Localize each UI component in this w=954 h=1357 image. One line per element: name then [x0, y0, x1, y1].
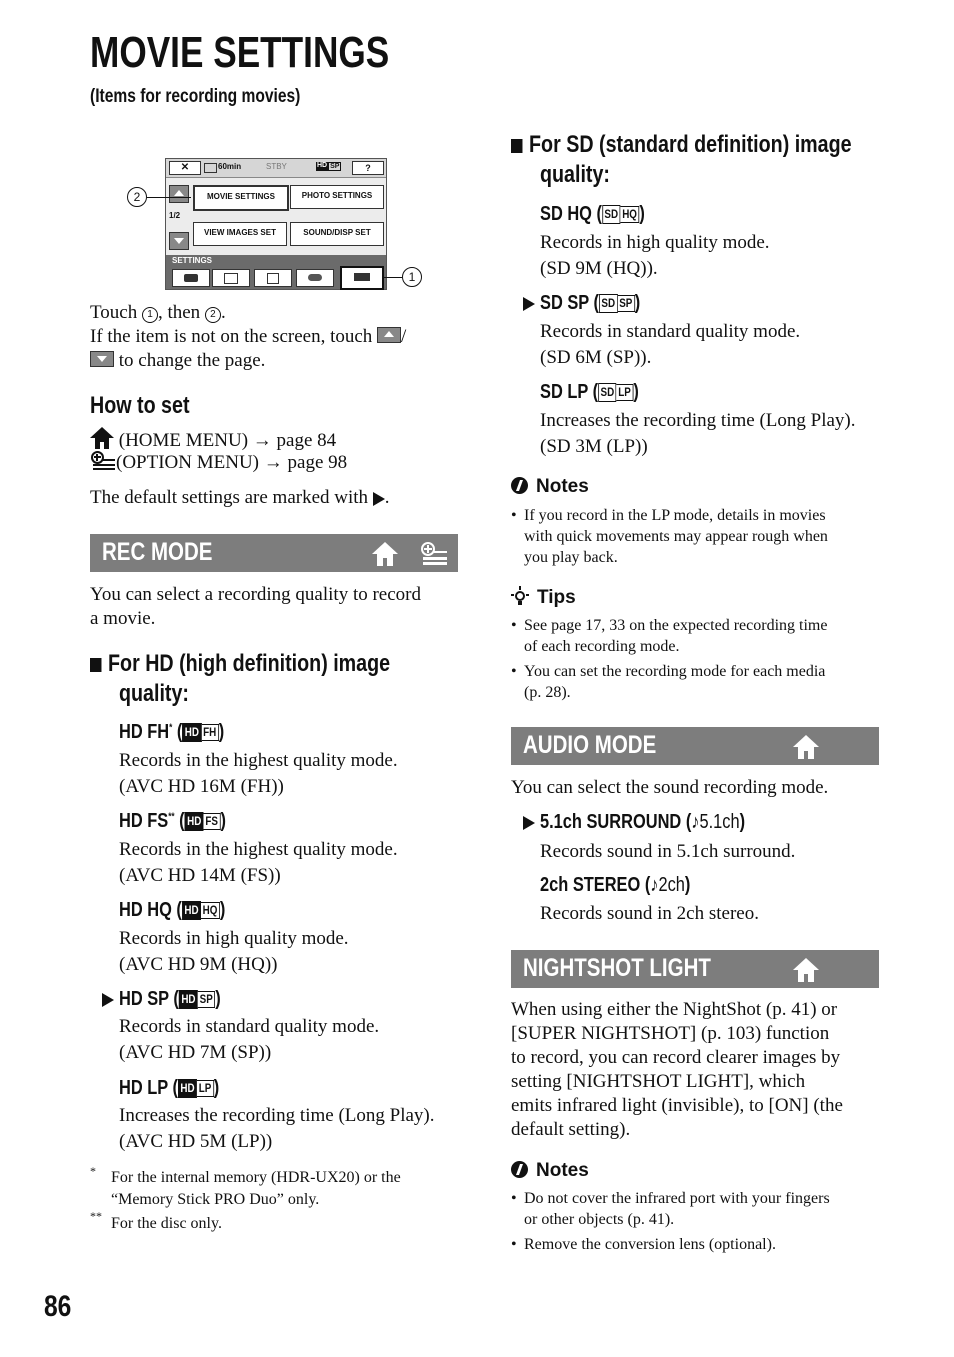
- hd-item-fh: HD FH* ( HD FH ): [119, 721, 225, 743]
- inline-callout-1: 1: [142, 307, 158, 323]
- sd-item-lp: SD LP ( SD LP ): [540, 381, 639, 403]
- how-to-set-heading: How to set: [90, 392, 190, 419]
- default-marker-icon: [523, 816, 535, 830]
- battery-label: 60min: [218, 162, 242, 171]
- hd-sp-desc-1: Records in standard quality mode.: [119, 1016, 380, 1037]
- audio-stereo: 2ch STEREO (♪2ch): [540, 874, 691, 896]
- notes2-line-1: Do not cover the infrared port with your fingers: [524, 1190, 830, 1207]
- notes-icon: [511, 1161, 528, 1178]
- quality-left: HD: [317, 162, 328, 169]
- audio-intro: You can select the sound recording mode.: [511, 777, 829, 798]
- notes2-bullet-1: •: [511, 1190, 517, 1207]
- touch-instruction: Touch 1 , then 2 .: [90, 302, 226, 323]
- default-marker-icon: [523, 297, 535, 311]
- hd-item-lp: HD LP ( HD LP ): [119, 1077, 220, 1099]
- hd-item-fs: HD FS** ( HD FS ): [119, 810, 226, 832]
- night-p3: to record, you can record clearer images by: [511, 1047, 841, 1068]
- surround-icon: ♪5.1ch: [691, 811, 740, 833]
- option-menu-icon: [90, 451, 116, 471]
- hd-lp-desc-1: Increases the recording time (Long Play).: [119, 1105, 435, 1126]
- battery-icon: [204, 163, 217, 173]
- home-icon: [793, 735, 819, 759]
- night-p1: When using either the NightShot (p. 41) or: [511, 999, 838, 1020]
- callout-1-leader: [383, 277, 402, 278]
- notes1-line-1: If you record in the LP mode, details in movies: [524, 507, 826, 524]
- rec-mode-title: REC MODE: [102, 538, 213, 566]
- hd-fh-desc-1: Records in the highest quality mode.: [119, 750, 398, 771]
- notes-heading: Notes: [511, 476, 589, 498]
- footnote-1-mark: *: [90, 1164, 96, 1178]
- tips-line-2: of each recording mode.: [524, 638, 680, 655]
- hd-fh-icon: HD FH: [182, 724, 218, 741]
- touch-instruction-3: to change the page.: [90, 349, 265, 373]
- stby-label: STBY: [266, 162, 287, 171]
- option-menu-icon: [420, 542, 448, 566]
- footnote-1-line-2: “Memory Stick PRO Duo” only.: [111, 1191, 320, 1208]
- sd-item-sp: SD SP ( SD SP ): [540, 292, 641, 314]
- page-up-arrow-icon: [169, 185, 189, 203]
- night-p6: default setting).: [511, 1119, 631, 1140]
- sd-heading-2: quality:: [540, 161, 610, 188]
- callout-2-leader: [147, 197, 191, 198]
- notes2-line-2: or other objects (p. 41).: [524, 1211, 675, 1228]
- notes1-line-3: you play back.: [524, 549, 618, 566]
- night-p2: [SUPER NIGHTSHOT] (p. 103) function: [511, 1023, 830, 1044]
- sd-hq-desc-2: (SD 9M (HQ)).: [540, 258, 658, 279]
- tab-edit-icon: [254, 269, 292, 287]
- sd-lp-desc-1: Increases the recording time (Long Play).: [540, 410, 856, 431]
- touch-instruction-2: If the item is not on the screen, touch /: [90, 326, 407, 347]
- sd-sp-icon: SD SP: [599, 295, 635, 312]
- tips-line-1: See page 17, 33 on the expected recording time: [524, 617, 828, 634]
- hd-hq-desc-1: Records in high quality mode.: [119, 928, 349, 949]
- movie-settings-button: MOVIE SETTINGS: [193, 185, 289, 211]
- audio-mode-title: AUDIO MODE: [523, 731, 657, 759]
- home-icon: [90, 427, 114, 449]
- hd-sp-desc-2: (AVC HD 7M (SP)): [119, 1042, 272, 1063]
- lcd-screen-illustration: [165, 158, 387, 290]
- hd-item-sp: HD SP ( HD SP ): [119, 988, 221, 1010]
- audio-surround: 5.1ch SURROUND (♪5.1ch): [540, 811, 746, 833]
- sd-lp-desc-2: (SD 3M (LP)): [540, 436, 648, 457]
- audio-mode-band: [511, 727, 879, 765]
- notes-icon: [511, 477, 528, 494]
- notes2-line-3: Remove the conversion lens (optional).: [524, 1236, 776, 1253]
- hd-fs-desc-1: Records in the highest quality mode.: [119, 839, 398, 860]
- hd-heading-2: quality:: [119, 680, 189, 707]
- hd-lp-icon: HD LP: [178, 1080, 214, 1097]
- page-subtitle: (Items for recording movies): [90, 86, 301, 107]
- default-settings-line: The default settings are marked with .: [90, 487, 390, 508]
- sound-disp-set-button: SOUND/DISP SET: [290, 222, 384, 246]
- tab-print-icon: [296, 269, 334, 287]
- tips-bullet-2: •: [511, 663, 517, 680]
- sd-heading: For SD (standard definition) image: [511, 130, 852, 160]
- inline-callout-2: 2: [205, 307, 221, 323]
- quality-right: SP: [330, 163, 340, 170]
- callout-1: 1: [402, 267, 422, 287]
- nightshot-light-band: [511, 950, 879, 988]
- tips-heading: Tips: [511, 586, 576, 609]
- close-button: ✕: [169, 161, 201, 175]
- night-p4: setting [NIGHTSHOT LIGHT], which: [511, 1071, 806, 1092]
- sd-hq-icon: SD HQ: [602, 206, 639, 223]
- audio-surround-desc: Records sound in 5.1ch surround.: [540, 841, 796, 862]
- audio-stereo-desc: Records sound in 2ch stereo.: [540, 903, 759, 924]
- square-bullet-icon: [90, 658, 101, 672]
- page-title: MOVIE SETTINGS: [90, 28, 390, 77]
- sd-lp-icon: SD LP: [598, 384, 633, 401]
- page-indicator: 1/2: [169, 211, 181, 220]
- tab-settings-toolbox-icon: [340, 266, 384, 290]
- sd-sp-desc-1: Records in standard quality mode.: [540, 321, 801, 342]
- hd-lp-desc-2: (AVC HD 5M (LP)): [119, 1131, 273, 1152]
- help-button: ?: [352, 161, 384, 175]
- rec-mode-intro-2: a movie.: [90, 608, 156, 629]
- nightshot-light-title: NIGHTSHOT LIGHT: [523, 954, 711, 982]
- default-marker-icon: [373, 492, 385, 506]
- tips-bullet-1: •: [511, 617, 517, 634]
- quality-indicator: [316, 162, 341, 171]
- sd-hq-desc-1: Records in high quality mode.: [540, 232, 770, 253]
- notes2-bullet-2: •: [511, 1236, 517, 1253]
- default-marker-icon: [102, 993, 114, 1007]
- footnote-2-mark: **: [90, 1209, 102, 1223]
- tips-line-3: You can set the recording mode for each media: [524, 663, 826, 680]
- tips-line-4: (p. 28).: [524, 684, 571, 701]
- home-icon: [793, 958, 819, 982]
- view-images-set-button: VIEW IMAGES SET: [193, 222, 287, 246]
- tab-playback-icon: [212, 269, 250, 287]
- footnote-2: For the disc only.: [111, 1215, 222, 1232]
- rec-mode-band: [90, 534, 458, 572]
- footnote-1-line-1: For the internal memory (HDR-UX20) or the: [111, 1169, 401, 1186]
- hd-item-hq: HD HQ ( HD HQ ): [119, 899, 226, 921]
- hd-fs-desc-2: (AVC HD 14M (FS)): [119, 865, 281, 886]
- notes2-heading: Notes: [511, 1160, 589, 1182]
- night-p5: emits infrared light (invisible), to [ON] (the: [511, 1095, 843, 1116]
- down-button-icon: [90, 351, 114, 367]
- sd-item-hq: SD HQ ( SD HQ ): [540, 203, 645, 225]
- notes1-bullet: •: [511, 507, 517, 524]
- page-number: 86: [44, 1290, 72, 1323]
- settings-label: SETTINGS: [172, 256, 213, 265]
- hd-sp-icon: HD SP: [179, 991, 215, 1008]
- tab-camera-icon: [172, 269, 210, 287]
- hd-hq-icon: HD HQ: [182, 902, 220, 919]
- square-bullet-icon: [511, 139, 522, 153]
- option-menu-line: (OPTION MENU) → page 98: [90, 451, 347, 475]
- home-icon: [372, 542, 398, 566]
- stereo-icon: ♪2ch: [650, 874, 685, 896]
- up-button-icon: [377, 327, 401, 343]
- callout-2: 2: [127, 187, 147, 207]
- hd-heading: For HD (high definition) image: [90, 649, 390, 679]
- page-down-arrow-icon: [169, 232, 189, 250]
- photo-settings-button: PHOTO SETTINGS: [290, 185, 384, 209]
- hd-fh-desc-2: (AVC HD 16M (FH)): [119, 776, 284, 797]
- lightbulb-icon: [511, 586, 529, 606]
- home-menu-line: (HOME MENU) → page 84: [90, 427, 336, 453]
- hd-hq-desc-2: (AVC HD 9M (HQ)): [119, 954, 278, 975]
- sd-sp-desc-2: (SD 6M (SP)).: [540, 347, 652, 368]
- hd-fs-icon: HD FS: [185, 813, 221, 830]
- notes1-line-2: with quick movements may appear rough when: [524, 528, 828, 545]
- rec-mode-intro-1: You can select a recording quality to record: [90, 584, 421, 605]
